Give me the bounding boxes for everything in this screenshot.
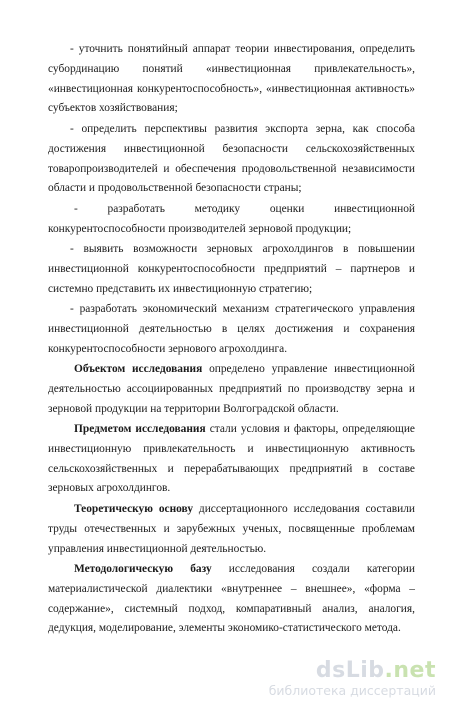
- methodology-heading: Методологическую базу: [74, 563, 212, 575]
- subject-paragraph: Предметом исследования стали условия и факторы, определяющие инвестиционную привлекательность и инвестиционную активность сельскохозяйственных и перерабатывающих предприятий в составе зерновых агрохолдингов.: [48, 423, 415, 495]
- subject-heading: Предметом исследования: [74, 423, 206, 435]
- goal-item-2: - определить перспективы развития экспорта зерна, как способа достижения инвестиционной безопасности сельскохозяйственных товаропроизводителей и обеспечения продовольственной независимости области и продовольственной безопасности страны;: [48, 123, 415, 195]
- dslib-logo: dsLib.net: [315, 658, 436, 683]
- object-paragraph: Объектом исследования определено управление инвестиционной деятельностью ассоциированных предприятий по производству зерна и зерновой продукции на территории Волгоградской области.: [48, 363, 415, 415]
- theory-paragraph: Теоретическую основу диссертационного исследования составили труды отечественных и зарубежных ученых, посвященные проблемам управления инвестиционной деятельностью.: [48, 503, 415, 555]
- watermark-subtitle: библиотека диссертаций: [268, 683, 436, 698]
- goal-item-1: - уточнить понятийный аппарат теории инвестирования, определить субординацию понятий «инвестиционная привлекательность», «инвестиционная конкурентоспособность», «инвестиционная активность» субъектов хозяйствования;: [48, 43, 415, 115]
- theory-heading: Теоретическую основу: [74, 503, 194, 515]
- goal-item-3: - разработать методику оценки инвестиционной конкурентоспособности производителей зерновой продукции;: [48, 203, 415, 235]
- dslib-watermark: [269, 659, 436, 698]
- methodology-paragraph: Методологическую базу исследования создали категории материалистической диалектики «внутреннее – внешнее», «форма – содержание», системный подход, компаративный анализ, аналогия, дедукция, моделирование, элементы экономико-статистического метода.: [48, 563, 415, 635]
- goal-item-5: - разработать экономический механизм стратегического управления инвестиционной деятельностью в целях достижения и сохранения конкурентоспособности зернового агрохолдинга.: [48, 303, 415, 355]
- object-heading: Объектом исследования: [74, 363, 203, 375]
- goal-item-4: - выявить возможности зерновых агрохолдингов в повышении инвестиционной конкурентоспособности предприятий – партнеров и системно представить их инвестиционную стратегию;: [48, 243, 415, 295]
